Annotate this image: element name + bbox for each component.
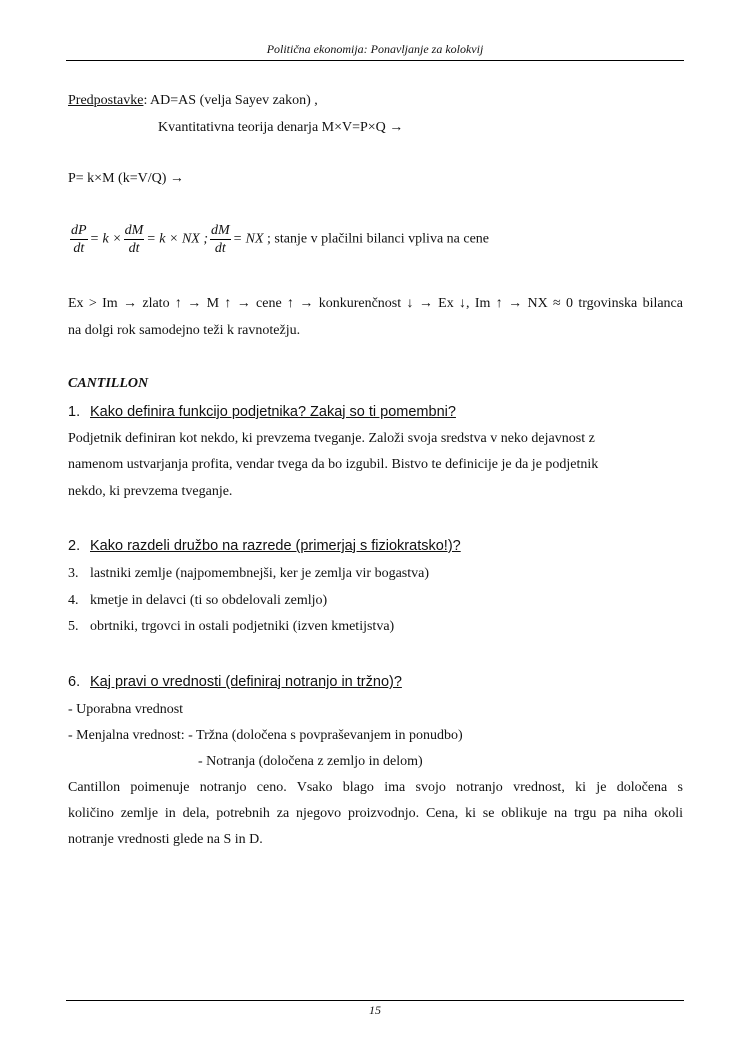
answer-line: količino zemlje in dela, potrebnih za njegovo proizvodnjo. Cena, ki se oblikuje na trgu pa niha okoli <box>68 806 683 821</box>
footer-rule <box>66 1000 684 1001</box>
formula-text: ; stanje v plačilni bilanci vpliva na cene <box>267 231 490 247</box>
numerator: dM <box>211 223 230 238</box>
answer-line: Cantillon poimenuje notranjo ceno. Vsako blago ima svojo notranjo vrednost, ki je določena s <box>68 780 683 795</box>
formula-term: = k × <box>89 231 122 247</box>
header-rule <box>66 60 684 61</box>
assumptions-line <box>68 92 318 110</box>
fraction <box>70 222 88 257</box>
list-number: 4. <box>68 593 79 608</box>
answer-line: namenom ustvarjanja profita, vendar tvega da bo izgubil. Bistvo te definicije je da je podjetnik <box>68 457 599 472</box>
value-line: - Menjalna vrednost: - Tržna (določena s povpraševanjem in ponudbo) <box>68 728 463 743</box>
chain-line: Ex > Im → zlato ↑ → M ↑ → cene ↑ → konkurenčnost ↓ → Ex ↓, Im ↑ → NX ≈ 0 trgovinska bilanca <box>68 296 683 311</box>
chain-line: na dolgi rok samodejno teži k ravnotežju. <box>68 323 301 338</box>
question-6 <box>68 673 402 691</box>
value-line: - Notranja (določena z zemljo in delom) <box>198 754 423 769</box>
list-item <box>68 565 429 583</box>
answer-line: nekdo, ki prevzema tveganje. <box>68 484 233 499</box>
denominator: dt <box>214 241 226 256</box>
fraction <box>210 222 231 257</box>
answer-line: notranje vrednosti glede na S in D. <box>68 832 263 847</box>
list-item <box>68 618 394 636</box>
fraction <box>124 222 145 257</box>
question-number: 2. <box>68 538 81 554</box>
quantity-theory-line: Kvantitativna teorija denarja M×V=P×Q → <box>158 120 404 135</box>
numerator: dP <box>71 223 87 238</box>
price-equation: P= k×M (k=V/Q) → <box>68 171 184 186</box>
value-line: - Uporabna vrednost <box>68 702 184 717</box>
list-text: kmetje in delavci (ti so obdelovali zemljo) <box>90 593 328 608</box>
answer-line: Podjetnik definiran kot nekdo, ki prevzema tveganje. Založi svoja sredstva v neko dejavnost z <box>68 431 595 446</box>
list-number: 3. <box>68 566 79 581</box>
question-1 <box>68 403 456 421</box>
page-number: 15 <box>369 1003 381 1017</box>
formula-term: = k × NX ; <box>146 231 209 247</box>
assumptions-text: : AD=AS (velja Sayev zakon) , <box>143 93 318 108</box>
section-title: CANTILLON <box>68 376 149 391</box>
question-text: Kako definira funkcijo podjetnika? Zakaj so ti pomembni? <box>90 404 456 420</box>
denominator: dt <box>73 241 85 256</box>
question-text: Kaj pravi o vrednosti (definiraj notranjo in tržno)? <box>90 674 402 690</box>
question-text: Kako razdeli družbo na razrede (primerjaj s fiziokratsko!)? <box>90 538 461 554</box>
question-number: 1. <box>68 404 81 420</box>
running-header: Politična ekonomija: Ponavljanje za kolokvij <box>266 42 484 56</box>
question-number: 6. <box>68 674 81 690</box>
formula-term: = NX <box>232 231 264 247</box>
list-text: lastniki zemlje (najpomembnejši, ker je zemlja vir bogastva) <box>90 566 430 581</box>
formula <box>68 222 489 257</box>
list-text: obrtniki, trgovci in ostali podjetniki (izven kmetijstva) <box>90 619 395 634</box>
assumptions-label: Predpostavke <box>68 93 144 108</box>
list-number: 5. <box>68 619 79 634</box>
question-2 <box>68 537 461 555</box>
numerator: dM <box>124 223 144 238</box>
list-item <box>68 592 327 610</box>
denominator: dt <box>128 241 140 256</box>
